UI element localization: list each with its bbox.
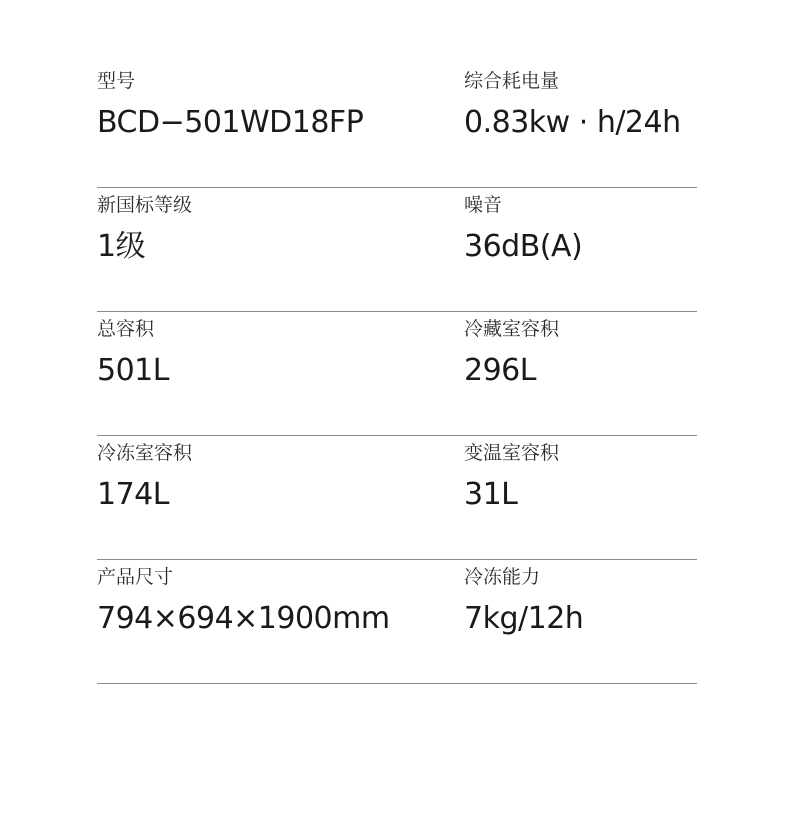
spec-label: 冷藏室容积: [464, 318, 560, 340]
spec-row-model: [97, 64, 697, 188]
spec-label: 新国标等级: [97, 194, 193, 216]
spec-item-power-consumption: [464, 68, 681, 141]
spec-label: 变温室容积: [464, 442, 560, 464]
spec-item-energy-grade: [97, 192, 192, 265]
spec-row-dimensions: [97, 560, 697, 684]
spec-row-capacity: [97, 312, 697, 436]
spec-value: BCD−501WD18FP: [97, 105, 364, 140]
spec-value: 794×694×1900mm: [97, 601, 390, 636]
spec-item-freezer-capacity: [97, 440, 192, 513]
spec-row-energy-grade: [97, 188, 697, 312]
spec-value: 296L: [464, 353, 536, 388]
spec-item-noise: [464, 192, 582, 265]
spec-item-variable-capacity: [464, 440, 559, 513]
spec-label: 冷冻室容积: [97, 442, 193, 464]
spec-row-compartments: [97, 436, 697, 560]
spec-value: 0.83kw · h/24h: [464, 105, 681, 140]
spec-label: 总容积: [97, 318, 155, 340]
spec-value: 36dB(A): [464, 229, 583, 264]
spec-item-total-capacity: [97, 316, 169, 389]
spec-value: 174L: [97, 477, 169, 512]
spec-label: 综合耗电量: [464, 70, 560, 92]
spec-label: 冷冻能力: [464, 566, 541, 588]
spec-value: 501L: [97, 353, 169, 388]
spec-value: 7kg/12h: [464, 601, 584, 636]
spec-label: 噪音: [464, 194, 503, 216]
spec-item-model: [97, 68, 363, 141]
spec-item-fridge-capacity: [464, 316, 559, 389]
spec-label: 产品尺寸: [97, 566, 174, 588]
spec-table: [97, 64, 697, 684]
spec-item-dimensions: [97, 564, 390, 637]
spec-value: 31L: [464, 477, 518, 512]
spec-label: 型号: [97, 70, 136, 92]
spec-value: 1级: [97, 229, 146, 264]
spec-item-freezing-capacity: [464, 564, 583, 637]
